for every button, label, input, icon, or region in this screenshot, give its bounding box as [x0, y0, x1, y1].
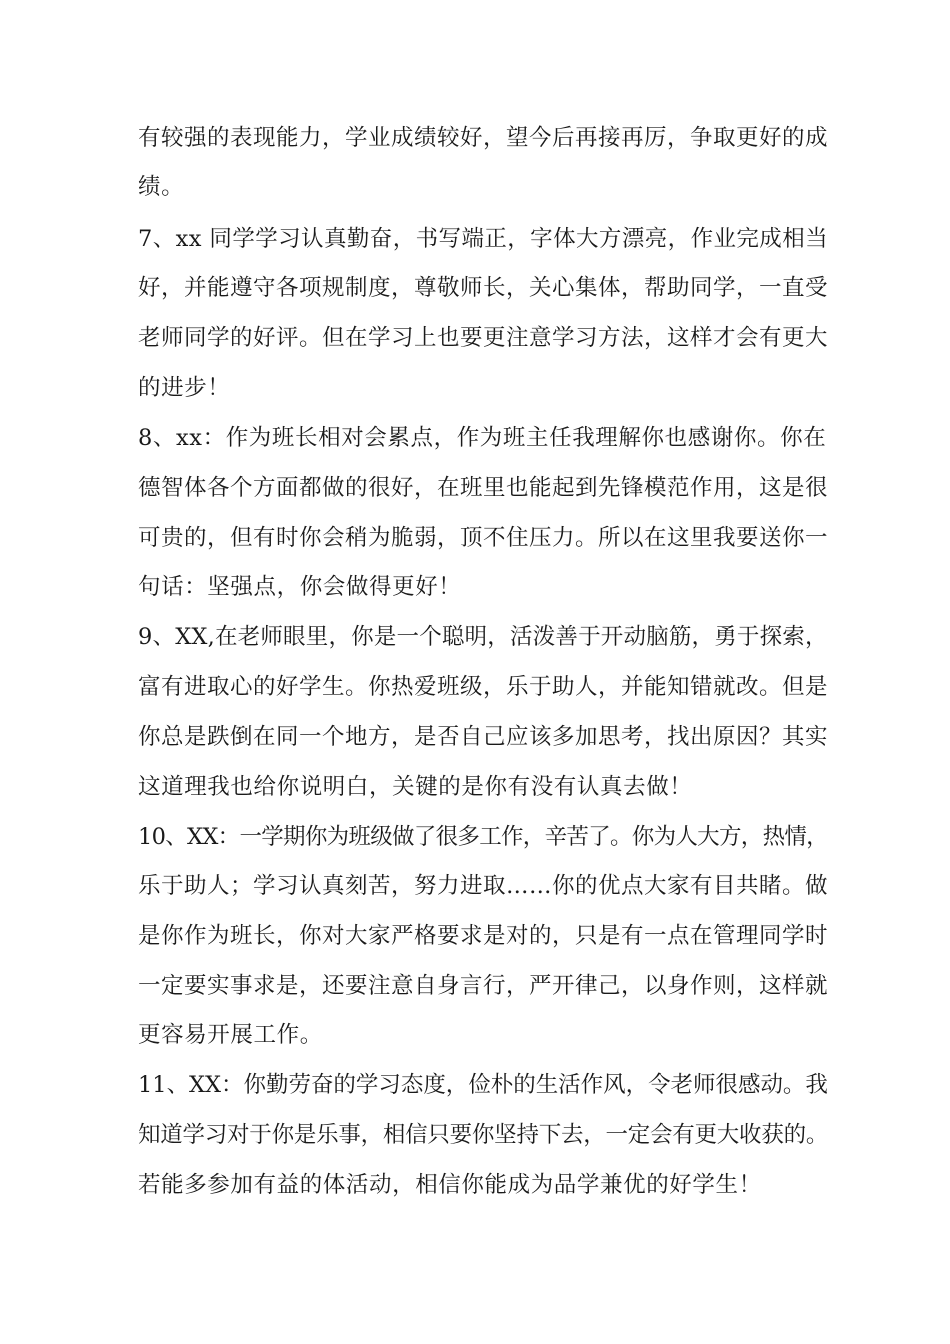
text-line: 可贵的，但有时你会稍为脆弱，顶不住压力。所以在这里我要送你一: [138, 525, 829, 551]
text-line: 一定要实事求是，还要注意自身言行，严开律己，以身作则，这样就: [138, 973, 829, 999]
text-line: 更容易开展工作。: [138, 1022, 323, 1048]
text-line: 你总是跌倒在同一个地方，是否自己应该多加思考，找出原因？其实: [138, 724, 829, 750]
text-line: 9、XX,在老师眼里，你是一个聪明，活泼善于开动脑筋，勇于探索，: [138, 624, 828, 650]
text-line: 乐于助人；学习认真刻苦，努力进取……你的优点大家有目共睹。做: [138, 873, 829, 899]
text-line: 老师同学的好评。但在学习上也要更注意学习方法，这样才会有更大: [138, 325, 829, 351]
text-line: 这道理我也给你说明白，关键的是你有没有认真去做！: [138, 774, 693, 800]
text-line: 知道学习对于你是乐事，相信只要你坚持下去，一定会有更大收获的。: [138, 1122, 829, 1148]
text-line: 7、xx 同学学习认真勤奋，书写端正，字体大方漂亮，作业完成相当: [138, 226, 829, 252]
text-line: 绩。: [138, 174, 185, 200]
text-line: 德智体各个方面都做的很好，在班里也能起到先锋模范作用，这是很: [138, 475, 829, 501]
text-line: 是你作为班长，你对大家严格要求是对的，只是有一点在管理同学时: [138, 923, 829, 949]
text-line: 好，并能遵守各项规制度，尊敬师长，关心集体，帮助同学，一直受: [138, 275, 829, 301]
text-line: 有较强的表现能力，学业成绩较好，望今后再接再厉，争取更好的成: [138, 125, 829, 151]
text-line: 若能多参加有益的体活动，相信你能成为品学兼优的好学生！: [138, 1172, 762, 1198]
text-line: 富有进取心的好学生。你热爱班级，乐于助人，并能知错就改。但是: [138, 674, 829, 700]
text-line: 句话：坚强点，你会做得更好！: [138, 574, 462, 600]
text-line: 11、XX：你勤劳奋的学习态度，俭朴的生活作风，令老师很感动。我: [138, 1072, 828, 1098]
text-line: 10、XX：一学期你为班级做了很多工作，辛苦了。你为人大方，热情，: [138, 824, 828, 850]
text-line: 的进步！: [138, 375, 231, 401]
text-line: 8、xx：作为班长相对会累点，作为班主任我理解你也感谢你。你在: [138, 425, 827, 451]
